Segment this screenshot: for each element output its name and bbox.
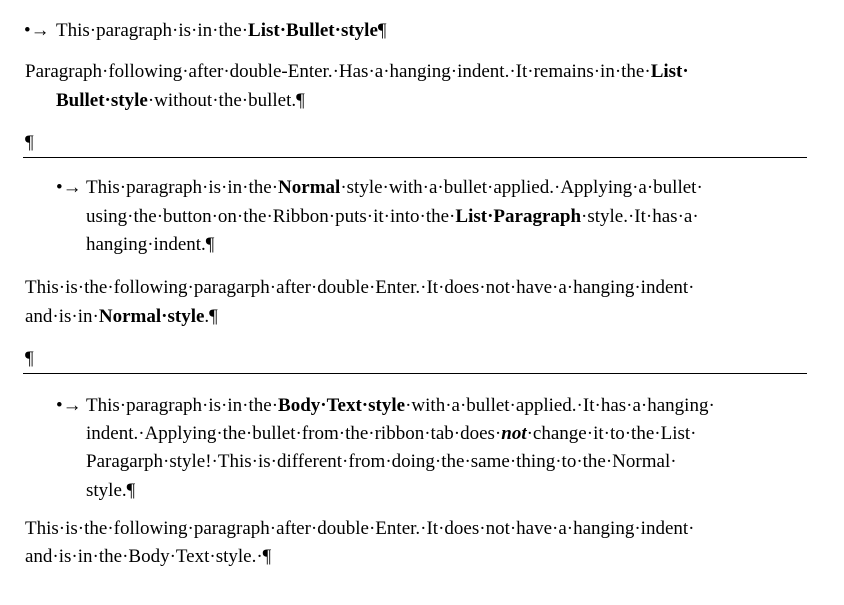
bold-run: Normal xyxy=(278,177,341,198)
text-run: This·paragraph·is·in·the· xyxy=(56,20,249,41)
text-run: and·is·in· xyxy=(25,306,99,327)
body-text-following-paragraph-line[interactable] xyxy=(25,545,271,569)
body-text-bullet-paragraph-line[interactable] xyxy=(86,394,715,418)
text-run: indent.·Applying·the·bullet·from·the·ribbon·tab·does· xyxy=(86,423,502,444)
normal-following-paragraph-line[interactable] xyxy=(25,276,694,300)
pilcrow: ¶ xyxy=(377,20,387,41)
horizontal-rule xyxy=(23,373,807,374)
following-paragraph-line[interactable] xyxy=(25,60,689,84)
text-run: This·is·the·following·paragarph·after·double·Enter.·It·does·not·have·a·hanging·indent· xyxy=(25,277,695,298)
text-run: and·is·in·the·Body·Text·style.·¶ xyxy=(25,546,272,567)
bold-run: List·Bullet·style xyxy=(248,20,378,41)
body-text-bullet-paragraph-line[interactable] xyxy=(86,450,677,474)
empty-paragraph[interactable]: ¶ xyxy=(25,132,34,153)
body-text-bullet-paragraph-line[interactable] xyxy=(86,479,135,503)
empty-paragraph[interactable]: ¶ xyxy=(25,348,34,369)
following-paragraph-line[interactable] xyxy=(56,89,305,113)
normal-bullet-paragraph-line[interactable] xyxy=(86,176,703,200)
text-run: This·paragraph·is·in·the· xyxy=(86,395,279,416)
horizontal-rule xyxy=(23,157,807,158)
text-run: Paragarph·style!·This·is·different·from·doing·the·same·thing·to·the·Normal· xyxy=(86,451,677,472)
text-run: This·paragraph·is·in·the· xyxy=(86,177,279,198)
bold-run: Bullet·style xyxy=(56,90,148,111)
text-run: ·style·with·a·bullet·applied.·Applying·a·bullet· xyxy=(340,177,703,198)
text-run: ·change·it·to·the·List· xyxy=(526,423,697,444)
text-run: ·style.·It·has·a· xyxy=(581,206,699,227)
list-bullet-paragraph[interactable] xyxy=(56,19,387,43)
text-run: .¶ xyxy=(204,306,218,327)
text-run: Paragraph·following·after·double-Enter.·Has·a·hanging·indent.·It·remains·in·the· xyxy=(25,61,651,82)
bullet-mark: •→ xyxy=(56,177,82,198)
bold-run: List·Paragraph xyxy=(455,206,582,227)
bold-run: Body·Text·style xyxy=(278,395,406,416)
body-text-following-paragraph-line[interactable] xyxy=(25,517,694,541)
bold-italic-run: not xyxy=(501,423,527,444)
text-run: using·the·button·on·the·Ribbon·puts·it·into·the· xyxy=(86,206,456,227)
body-text-bullet-paragraph-line[interactable] xyxy=(86,422,696,446)
text-run: hanging·indent.¶ xyxy=(86,234,215,255)
normal-bullet-paragraph-line[interactable] xyxy=(86,205,699,229)
bullet-mark: •→ xyxy=(56,395,82,416)
bold-run: List· xyxy=(650,61,689,82)
text-run: style.¶ xyxy=(86,480,136,501)
text-run: ·without·the·bullet.¶ xyxy=(147,90,305,111)
normal-bullet-paragraph-line[interactable] xyxy=(86,233,214,257)
normal-following-paragraph-line[interactable] xyxy=(25,305,218,329)
text-run: ·with·a·bullet·applied.·It·has·a·hanging· xyxy=(405,395,715,416)
bold-run: Normal·style xyxy=(98,306,205,327)
text-run: This·is·the·following·paragraph·after·double·Enter.·It·does·not·have·a·hanging·indent· xyxy=(25,518,695,539)
bullet-mark: •→ xyxy=(24,20,50,41)
